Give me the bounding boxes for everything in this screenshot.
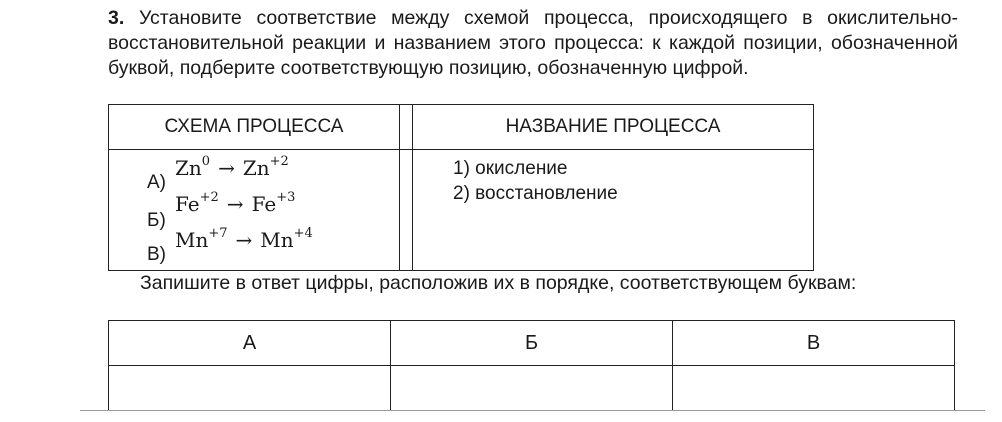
scheme-column-header: СХЕМА ПРОЦЕССА (109, 105, 400, 150)
column-separator (400, 150, 413, 271)
page-divider (80, 410, 985, 411)
scheme-formula-v: $Mn^{+7} \to Mn^{+4}$ (175, 226, 313, 252)
scheme-formula-b: $Fe^{+2} \to Fe^{+3}$ (175, 190, 296, 216)
answer-cell-a[interactable] (109, 366, 391, 411)
answer-cell-b[interactable] (391, 366, 673, 411)
scheme-formula-a: $Zn^0 \to Zn^{+2}$ (175, 154, 289, 180)
answer-header-b: Б (391, 321, 673, 366)
processes-cell (413, 150, 814, 271)
task-text (108, 6, 958, 81)
schemes-cell (109, 150, 400, 271)
column-separator (400, 105, 413, 150)
arrow-icon: → (235, 228, 253, 252)
task-number: 3. (108, 7, 125, 29)
arrow-icon: → (218, 156, 235, 180)
task-body: Установите соответствие между схемой процесса, происходящего в окислительно-восстановительной реакции и названием этого процесса: к каждой позиции, обозначенной буквой, подберите соответствующую позицию, обозначенную цифрой. (108, 7, 958, 79)
process-item-reduction: 2) восстановление (453, 183, 618, 204)
answer-table (108, 320, 955, 411)
answer-header-a: А (109, 321, 391, 366)
scheme-letter-b: Б) (147, 210, 166, 231)
process-column-header: НАЗВАНИЕ ПРОЦЕССА (413, 105, 814, 150)
answer-cell-v[interactable] (673, 366, 955, 411)
process-item-oxidation: 1) окисление (453, 158, 568, 179)
matching-table (108, 104, 814, 271)
answer-header-v: В (673, 321, 955, 366)
scheme-letter-a: А) (147, 172, 166, 193)
arrow-icon: → (226, 192, 244, 216)
answer-instruction: Запишите в ответ цифры, расположив их в порядке, соответствующем буквам: (140, 272, 857, 294)
scheme-letter-v: В) (147, 244, 166, 265)
